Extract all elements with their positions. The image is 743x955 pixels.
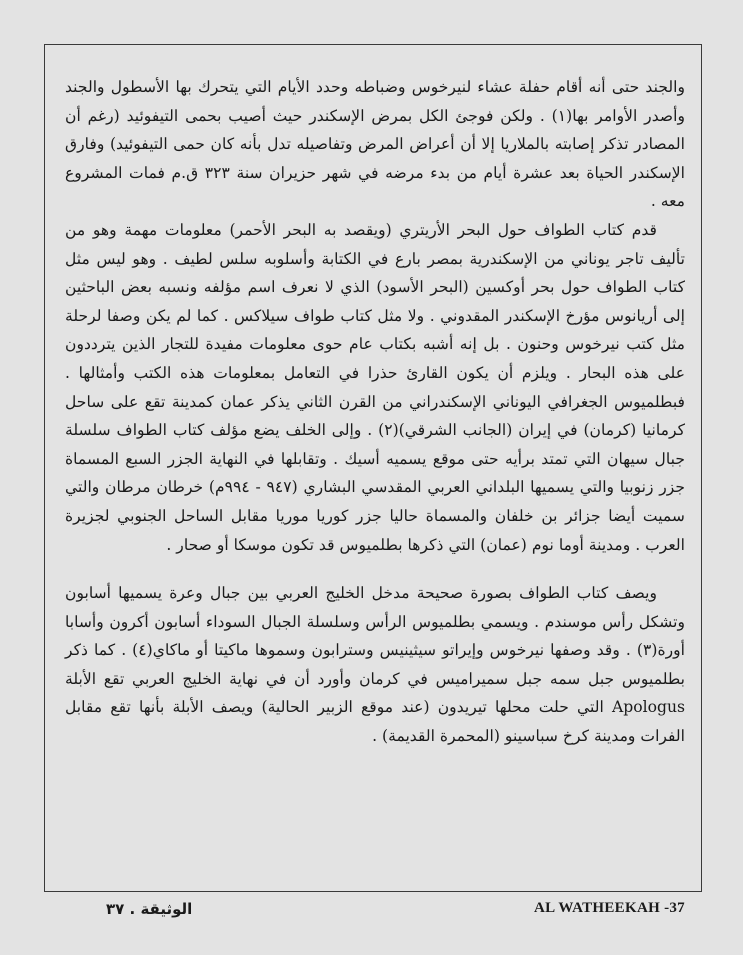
paragraph-1: والجند حتى أنه أقام حفلة عشاء لنيرخوس وضباطه وحدد الأيام التي يتحرك بها الأسطول والجند وأصدر الأوامر بها(١) . ولكن فوجئ الكل بمرض الإسكندر حيث أصيب بحمى التيفوئيد (رغم أن المصادر تذكر إصابته بالملاريا إلا أن أعراض المرض وتفاصيله تدل بأنه كان حمى التيفوئيد) وفارق الإسكندر الحياة بعد عشرة أيام من بدء مرضه في شهر حزيران سنة ٣٢٣ ق.م فمات المشروع معه .	[65, 78, 685, 211]
article-body	[65, 73, 685, 751]
footer-english-page-label: AL WATHEEKAH -37	[534, 900, 685, 916]
paragraph-2: قدم كتاب الطواف حول البحر الأريتري (ويقصد به البحر الأحمر) معلومات مهمة وهو من تأليف تاجر يوناني من الإسكندرية بمصر بارع في الكتابة وأسلوبه سلس لطيف . وهو ليس مثل كتاب الطواف حول بحر أوكسين (البحر الأسود) الذي لا نعرف اسم مؤلفه ونسبه بعض الباحثين إلى أريانوس مؤرخ الإسكندر المقدوني . ولا مثل كتاب طواف سيلاكس . كما لم يكن وصفا لرحلة مثل كتب نيرخوس وحنون . بل إنه أشبه بكتاب عام حوى معلومات مفيدة للتجار الذين يترددون على هذه البحار . ويلزم أن يكون القارئ حذرا في التعامل بمعلومات هذه الكتب وأمثالها . فبطلميوس الجغرافي اليوناني الإسكندراني من القرن الثاني يذكر عمان كمدينة تقع على ساحل كرمانيا (كرمان) في إيران (الجانب الشرقي)(٢) . وإلى الخلف يضع مؤلف كتاب الطواف سلسلة جبال سيهان التي تمتد برأيه حتى موقع يسميه أسيك . وتقابلها في النهاية الجزر السبع المسماة جزر زنوبيا والتي يسميها البلداني العربي المقدسي البشاري (٩٤٧ - ٩٩٤م) خرطان مرطان والتي سميت أيضا جزائر بن خلفان والمسماة حاليا جزر كوريا موريا مقابل الساحل الجنوبي لجزيرة العرب . ومدينة أوما نوم (عمان) التي ذكرها بطلميوس قد تكون موسكا أو صحار .	[65, 220, 686, 554]
page-frame	[44, 44, 702, 892]
footer-arabic-page-label: الوثيقة . ٣٧	[106, 900, 193, 918]
paragraph-3: ويصف كتاب الطواف بصورة صحيحة مدخل الخليج العربي بين جبال وعرة يسميها أسابون وتشكل رأس موسندم . ويسمي بطلميوس الرأس وسلسلة الجبال السوداء أسابون أكرون وأسابا أورة(٣) . وقد وصفها نيرخوس وإيراتو سيثينيس وسترابون وسموها ماكيتا أو ماكاي(٤) . كما ذكر بطلميوس جبل سمه جبل سميراميس في كرمان وأورد أن في نهاية الخليج العربي تقع الأبلة Apologus التي حلت محلها تيريدون (عند موقع الزبير الحالية) ويصف الأبلة بأنها تقع مقابل الفرات ومدينة كرخ سباسينو (المحمرة القديمة) .	[65, 584, 686, 746]
